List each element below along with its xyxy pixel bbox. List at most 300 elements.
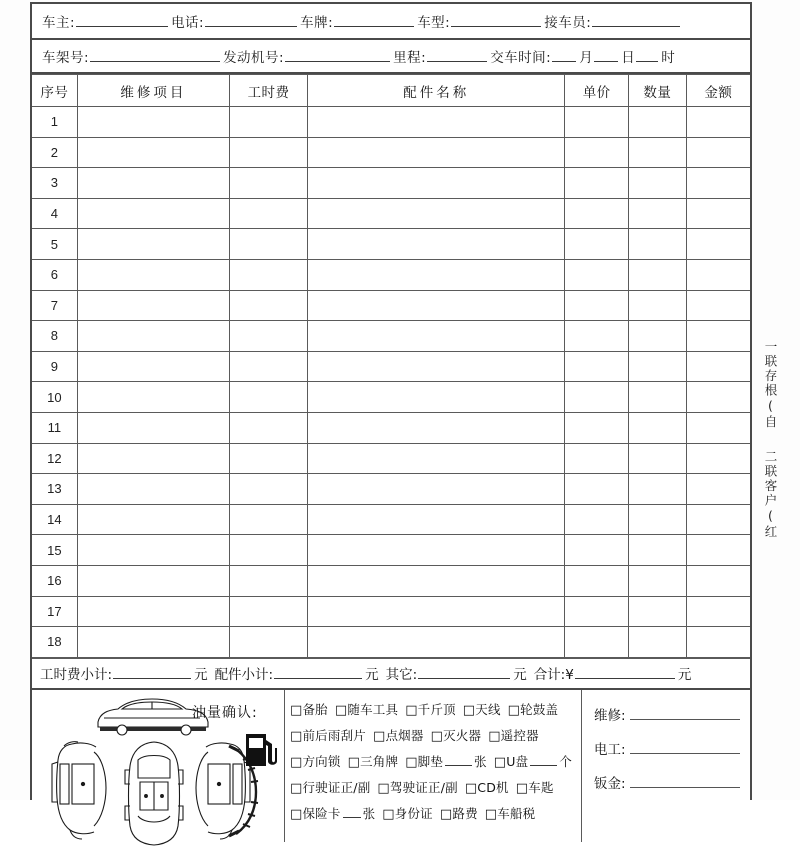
cell-r5-c3[interactable] bbox=[229, 229, 307, 260]
checkbox-icon[interactable]: □ bbox=[405, 702, 418, 718]
cell-r3-c5[interactable] bbox=[565, 168, 629, 199]
checkbox-icon[interactable]: □ bbox=[405, 754, 418, 770]
cell-r17-c4[interactable] bbox=[308, 596, 565, 627]
checklist-inline-input[interactable] bbox=[445, 754, 472, 766]
cell-r14-c3[interactable] bbox=[229, 504, 307, 535]
cell-r8-c4[interactable] bbox=[308, 321, 565, 352]
vehicle-label-4: 月 bbox=[579, 50, 594, 66]
cell-r11-c4[interactable] bbox=[308, 412, 565, 443]
vehicle-inspection-panel bbox=[32, 690, 285, 842]
checklist-row-0 bbox=[290, 697, 581, 723]
cell-r3-c2[interactable] bbox=[77, 168, 229, 199]
checklist-item-label: 张 bbox=[362, 805, 376, 821]
checklist-item-3-2[interactable] bbox=[465, 780, 509, 795]
vehicle-label-6: 时 bbox=[661, 50, 676, 66]
cell-r15-c3[interactable] bbox=[229, 535, 307, 566]
owner-field-1 bbox=[171, 11, 300, 31]
cell-r5-c2[interactable] bbox=[77, 229, 229, 260]
cell-r11-c3[interactable] bbox=[229, 412, 307, 443]
checklist-item-label: 个 bbox=[559, 753, 573, 769]
checklist-item-3-0[interactable] bbox=[290, 780, 370, 795]
cell-r8-c5[interactable] bbox=[565, 321, 629, 352]
checklist-item-label: 保险卡 bbox=[302, 805, 341, 821]
checklist-item-label: 张 bbox=[474, 753, 487, 769]
car-top-view-icon bbox=[125, 742, 183, 845]
total-label-3: 合计:¥ bbox=[533, 667, 574, 684]
cell-r6-c3[interactable] bbox=[229, 259, 307, 290]
checkbox-icon[interactable]: □ bbox=[290, 780, 303, 796]
checklist-item-4-1[interactable] bbox=[382, 806, 433, 821]
cell-r4-c2[interactable] bbox=[77, 198, 229, 229]
vehicle-label-0: 车架号: bbox=[42, 50, 90, 66]
cell-r15-c7[interactable] bbox=[686, 535, 750, 566]
checklist-item-3-3[interactable] bbox=[516, 780, 554, 795]
checklist-inline-input[interactable] bbox=[343, 806, 361, 818]
checklist-item-2-3[interactable] bbox=[494, 754, 572, 769]
vehicle-input-0[interactable] bbox=[90, 49, 220, 62]
table-row bbox=[32, 290, 750, 321]
table-row bbox=[32, 137, 750, 168]
cell-r16-c6[interactable] bbox=[629, 565, 687, 596]
row-number-cell: 5 bbox=[32, 229, 77, 260]
cell-r18-c3[interactable] bbox=[229, 627, 307, 658]
cell-r17-c3[interactable] bbox=[229, 596, 307, 627]
checklist-row-1 bbox=[290, 723, 581, 749]
checklist-item-4-2[interactable] bbox=[440, 806, 478, 821]
side-label-copy-1: 一联存根(自 bbox=[763, 340, 778, 430]
total-input-2[interactable] bbox=[418, 666, 510, 679]
cell-r7-c6[interactable] bbox=[629, 290, 687, 321]
table-row bbox=[32, 259, 750, 290]
owner-input-0[interactable] bbox=[76, 14, 168, 27]
cell-r16-c4[interactable] bbox=[308, 565, 565, 596]
row-number-cell: 18 bbox=[32, 627, 77, 658]
checkbox-icon[interactable]: □ bbox=[377, 780, 390, 796]
table-row bbox=[32, 412, 750, 443]
checklist-item-label: 前后雨刮片 bbox=[302, 727, 366, 743]
checklist-item-label: 三角牌 bbox=[360, 753, 399, 769]
table-row bbox=[32, 382, 750, 413]
vehicle-field-6 bbox=[661, 46, 675, 66]
total-unit-1: 元 bbox=[365, 667, 379, 684]
checklist-item-1-3[interactable] bbox=[488, 728, 539, 743]
checkbox-icon[interactable]: □ bbox=[290, 728, 303, 744]
checkbox-icon[interactable]: □ bbox=[290, 702, 303, 718]
cell-r10-c7[interactable] bbox=[686, 382, 750, 413]
cell-r16-c3[interactable] bbox=[229, 565, 307, 596]
column-header-4: 单价 bbox=[565, 75, 629, 107]
checklist-item-1-0[interactable] bbox=[290, 728, 366, 743]
cell-r1-c2[interactable] bbox=[77, 107, 229, 138]
table-row bbox=[32, 351, 750, 382]
checklist-row-4 bbox=[290, 801, 581, 827]
checklist-item-4-0[interactable] bbox=[290, 806, 375, 821]
cell-r13-c7[interactable] bbox=[686, 474, 750, 505]
checklist-row-2 bbox=[290, 749, 581, 775]
cell-r10-c3[interactable] bbox=[229, 382, 307, 413]
cell-r9-c7[interactable] bbox=[686, 351, 750, 382]
vehicle-input-2[interactable] bbox=[427, 49, 487, 62]
cell-r13-c5[interactable] bbox=[565, 474, 629, 505]
table-row bbox=[32, 565, 750, 596]
signature-label-0: 维修: bbox=[594, 707, 626, 724]
vehicle-input-3[interactable] bbox=[552, 49, 576, 62]
owner-label-2: 车牌: bbox=[300, 15, 334, 31]
cell-r4-c3[interactable] bbox=[229, 198, 307, 229]
table-row bbox=[32, 504, 750, 535]
checklist-item-label: 随车工具 bbox=[347, 701, 399, 717]
vehicle-label-2: 里程: bbox=[393, 50, 427, 66]
column-header-1: 维修项目 bbox=[77, 75, 229, 107]
owner-label-4: 接车员: bbox=[544, 15, 592, 31]
cell-r10-c2[interactable] bbox=[77, 382, 229, 413]
total-label-1: 配件小计: bbox=[214, 667, 274, 684]
cell-r12-c4[interactable] bbox=[308, 443, 565, 474]
header-row-owner bbox=[32, 4, 750, 40]
checkbox-icon[interactable]: □ bbox=[507, 702, 521, 718]
total-field-3 bbox=[534, 663, 699, 683]
total-field-0 bbox=[40, 663, 215, 683]
cell-r3-c6[interactable] bbox=[629, 168, 687, 199]
checkbox-icon[interactable]: □ bbox=[347, 754, 361, 770]
cell-r16-c2[interactable] bbox=[77, 565, 229, 596]
owner-field-2 bbox=[300, 11, 417, 31]
checklist-item-4-3[interactable] bbox=[485, 806, 536, 821]
checklist-item-label: 天线 bbox=[475, 701, 501, 717]
checklist-item-0-3[interactable] bbox=[463, 702, 501, 717]
cell-r17-c2[interactable] bbox=[77, 596, 229, 627]
row-number-cell: 17 bbox=[32, 596, 77, 627]
checkbox-icon[interactable]: □ bbox=[430, 728, 444, 744]
checklist-item-label: U盘 bbox=[506, 753, 529, 769]
fuel-pump-icon bbox=[246, 734, 277, 766]
owner-input-2[interactable] bbox=[334, 14, 414, 27]
table-row bbox=[32, 443, 750, 474]
cell-r5-c4[interactable] bbox=[308, 229, 565, 260]
cell-r3-c3[interactable] bbox=[229, 168, 307, 199]
total-input-0[interactable] bbox=[113, 666, 191, 679]
cell-r15-c6[interactable] bbox=[629, 535, 687, 566]
table-row bbox=[32, 229, 750, 260]
cell-r11-c5[interactable] bbox=[565, 412, 629, 443]
signature-input-0[interactable] bbox=[630, 707, 740, 720]
row-number-cell: 3 bbox=[32, 168, 77, 199]
signature-row-2 bbox=[594, 772, 750, 806]
cell-r11-c7[interactable] bbox=[686, 412, 750, 443]
checkbox-icon[interactable]: □ bbox=[290, 754, 303, 770]
cell-r1-c4[interactable] bbox=[308, 107, 565, 138]
cell-r12-c2[interactable] bbox=[77, 443, 229, 474]
cell-r18-c5[interactable] bbox=[565, 627, 629, 658]
signature-input-2[interactable] bbox=[630, 775, 740, 788]
row-number-cell: 8 bbox=[32, 321, 77, 352]
total-unit-2: 元 bbox=[513, 667, 527, 684]
checklist-item-label: 车船税 bbox=[497, 805, 536, 821]
checklist-item-1-2[interactable] bbox=[431, 728, 482, 743]
row-number-cell: 6 bbox=[32, 259, 77, 290]
checkbox-icon[interactable]: □ bbox=[439, 806, 453, 822]
cell-r14-c4[interactable] bbox=[308, 504, 565, 535]
column-header-5: 数量 bbox=[629, 75, 687, 107]
cell-r4-c4[interactable] bbox=[308, 198, 565, 229]
checkbox-icon[interactable]: □ bbox=[373, 728, 386, 744]
checklist-item-label: 备胎 bbox=[302, 701, 328, 717]
total-unit-3: 元 bbox=[677, 667, 692, 684]
row-number-cell: 14 bbox=[32, 504, 77, 535]
table-row bbox=[32, 596, 750, 627]
column-header-3: 配件名称 bbox=[308, 75, 565, 107]
vehicle-label-5: 日 bbox=[621, 50, 636, 66]
total-input-3[interactable] bbox=[575, 666, 675, 679]
owner-label-1: 电话: bbox=[171, 15, 205, 31]
total-label-0: 工时费小计: bbox=[40, 667, 113, 684]
row-number-cell: 4 bbox=[32, 198, 77, 229]
checklist-item-label: 行驶证正/副 bbox=[302, 779, 371, 795]
checklist-item-label: 身份证 bbox=[394, 805, 433, 821]
checkbox-icon[interactable]: □ bbox=[382, 806, 395, 822]
vehicle-field-1 bbox=[223, 46, 393, 66]
cell-r4-c7[interactable] bbox=[686, 198, 750, 229]
cell-r6-c5[interactable] bbox=[565, 259, 629, 290]
cell-r10-c5[interactable] bbox=[565, 382, 629, 413]
cell-r16-c5[interactable] bbox=[565, 565, 629, 596]
row-number-cell: 10 bbox=[32, 382, 77, 413]
cell-r4-c6[interactable] bbox=[629, 198, 687, 229]
checkbox-icon[interactable]: □ bbox=[290, 806, 303, 822]
cell-r1-c5[interactable] bbox=[565, 107, 629, 138]
owner-field-0 bbox=[42, 11, 171, 31]
side-label-copy-2: 二联客户(红 bbox=[763, 450, 778, 540]
cell-r7-c2[interactable] bbox=[77, 290, 229, 321]
cell-r2-c6[interactable] bbox=[629, 137, 687, 168]
cell-r9-c6[interactable] bbox=[629, 351, 687, 382]
checklist-item-label: 驾驶证正/副 bbox=[389, 779, 458, 795]
totals-row bbox=[32, 658, 750, 690]
cell-r1-c7[interactable] bbox=[686, 107, 750, 138]
checklist-item-label: 方向锁 bbox=[302, 753, 341, 769]
vehicle-field-5 bbox=[621, 46, 661, 66]
checkbox-icon[interactable]: □ bbox=[334, 702, 348, 718]
row-number-cell: 7 bbox=[32, 290, 77, 321]
cell-r17-c6[interactable] bbox=[629, 596, 687, 627]
checklist-item-label: 千斤顶 bbox=[417, 701, 456, 717]
table-body bbox=[32, 107, 750, 658]
cell-r1-c6[interactable] bbox=[629, 107, 687, 138]
signature-panel bbox=[582, 690, 750, 842]
checklist-inline-input[interactable] bbox=[530, 754, 557, 766]
vehicle-input-5[interactable] bbox=[636, 49, 658, 62]
signature-label-2: 钣金: bbox=[594, 775, 626, 792]
owner-input-1[interactable] bbox=[205, 14, 297, 27]
cell-r10-c4[interactable] bbox=[308, 382, 565, 413]
cell-r7-c3[interactable] bbox=[229, 290, 307, 321]
checkbox-icon[interactable]: □ bbox=[464, 780, 478, 796]
checklist-item-2-2[interactable] bbox=[405, 754, 487, 769]
checkbox-icon[interactable]: □ bbox=[488, 728, 501, 744]
cell-r12-c3[interactable] bbox=[229, 443, 307, 474]
row-number-cell: 1 bbox=[32, 107, 77, 138]
cell-r5-c7[interactable] bbox=[686, 229, 750, 260]
checkbox-icon[interactable]: □ bbox=[484, 806, 498, 822]
cell-r7-c7[interactable] bbox=[686, 290, 750, 321]
owner-label-3: 车型: bbox=[417, 15, 451, 31]
cell-r18-c4[interactable] bbox=[308, 627, 565, 658]
checklist-item-label: 遥控器 bbox=[500, 727, 539, 743]
total-field-1 bbox=[215, 663, 386, 683]
cell-r14-c2[interactable] bbox=[77, 504, 229, 535]
total-unit-0: 元 bbox=[194, 667, 208, 684]
repair-items-table bbox=[32, 74, 750, 658]
table-row bbox=[32, 107, 750, 138]
cell-r18-c2[interactable] bbox=[77, 627, 229, 658]
checklist-item-label: 脚垫 bbox=[417, 753, 444, 769]
checkbox-icon[interactable]: □ bbox=[462, 702, 476, 718]
cell-r16-c7[interactable] bbox=[686, 565, 750, 596]
fuel-check-label: 油量确认: bbox=[192, 704, 258, 721]
repair-order-form bbox=[30, 2, 752, 822]
checklist-item-0-0[interactable] bbox=[290, 702, 328, 717]
column-header-2: 工时费 bbox=[229, 75, 307, 107]
owner-input-3[interactable] bbox=[451, 14, 541, 27]
cell-r4-c5[interactable] bbox=[565, 198, 629, 229]
total-field-2 bbox=[386, 663, 534, 683]
cell-r3-c4[interactable] bbox=[308, 168, 565, 199]
vehicle-field-4 bbox=[579, 46, 621, 66]
checklist-item-label: 车匙 bbox=[528, 779, 554, 795]
cell-r8-c6[interactable] bbox=[629, 321, 687, 352]
checklist-item-2-0[interactable] bbox=[290, 754, 341, 769]
cell-r14-c6[interactable] bbox=[629, 504, 687, 535]
cell-r3-c7[interactable] bbox=[686, 168, 750, 199]
cell-r9-c2[interactable] bbox=[77, 351, 229, 382]
cell-r14-c7[interactable] bbox=[686, 504, 750, 535]
row-number-cell: 16 bbox=[32, 565, 77, 596]
checklist-item-1-1[interactable] bbox=[373, 728, 424, 743]
checklist-row-3 bbox=[290, 775, 581, 801]
cell-r2-c2[interactable] bbox=[77, 137, 229, 168]
checklist-item-label: 轮鼓盖 bbox=[520, 701, 559, 717]
cell-r9-c4[interactable] bbox=[308, 351, 565, 382]
cell-r10-c6[interactable] bbox=[629, 382, 687, 413]
vehicle-input-1[interactable] bbox=[285, 49, 390, 62]
row-number-cell: 2 bbox=[32, 137, 77, 168]
cell-r12-c5[interactable] bbox=[565, 443, 629, 474]
total-input-1[interactable] bbox=[274, 666, 362, 679]
cell-r1-c3[interactable] bbox=[229, 107, 307, 138]
vehicle-field-0 bbox=[42, 46, 223, 66]
column-header-6: 金额 bbox=[686, 75, 750, 107]
cell-r15-c5[interactable] bbox=[565, 535, 629, 566]
cell-r2-c4[interactable] bbox=[308, 137, 565, 168]
cell-r11-c6[interactable] bbox=[629, 412, 687, 443]
bottom-section bbox=[32, 690, 750, 842]
vehicle-field-3 bbox=[490, 46, 579, 66]
cell-r9-c5[interactable] bbox=[565, 351, 629, 382]
checklist-item-label: 路费 bbox=[452, 805, 478, 821]
checklist-item-2-1[interactable] bbox=[348, 754, 399, 769]
cell-r7-c4[interactable] bbox=[308, 290, 565, 321]
signature-row-0 bbox=[594, 704, 750, 738]
cell-r17-c5[interactable] bbox=[565, 596, 629, 627]
table-row bbox=[32, 627, 750, 658]
cell-r14-c5[interactable] bbox=[565, 504, 629, 535]
cell-r6-c4[interactable] bbox=[308, 259, 565, 290]
cell-r13-c3[interactable] bbox=[229, 474, 307, 505]
cell-r8-c7[interactable] bbox=[686, 321, 750, 352]
table-row bbox=[32, 321, 750, 352]
cell-r11-c2[interactable] bbox=[77, 412, 229, 443]
cell-r12-c6[interactable] bbox=[629, 443, 687, 474]
row-number-cell: 11 bbox=[32, 412, 77, 443]
vehicle-label-3: 交车时间: bbox=[490, 50, 552, 66]
signature-label-1: 电工: bbox=[594, 741, 626, 758]
table-row bbox=[32, 535, 750, 566]
signature-input-1[interactable] bbox=[630, 741, 740, 754]
cell-r15-c2[interactable] bbox=[77, 535, 229, 566]
cell-r18-c6[interactable] bbox=[629, 627, 687, 658]
owner-field-3 bbox=[417, 11, 544, 31]
checkbox-icon[interactable]: □ bbox=[515, 780, 529, 796]
total-label-2: 其它: bbox=[385, 667, 418, 684]
cell-r13-c2[interactable] bbox=[77, 474, 229, 505]
cell-r18-c7[interactable] bbox=[686, 627, 750, 658]
row-number-cell: 13 bbox=[32, 474, 77, 505]
header-row-vehicle bbox=[32, 40, 750, 74]
owner-field-4 bbox=[544, 11, 683, 31]
cell-r2-c5[interactable] bbox=[565, 137, 629, 168]
cell-r5-c5[interactable] bbox=[565, 229, 629, 260]
cell-r8-c2[interactable] bbox=[77, 321, 229, 352]
cell-r13-c4[interactable] bbox=[308, 474, 565, 505]
table-row bbox=[32, 168, 750, 199]
row-number-cell: 12 bbox=[32, 443, 77, 474]
cell-r12-c7[interactable] bbox=[686, 443, 750, 474]
cell-r6-c6[interactable] bbox=[629, 259, 687, 290]
checklist-item-3-1[interactable] bbox=[377, 780, 457, 795]
cell-r8-c3[interactable] bbox=[229, 321, 307, 352]
owner-input-4[interactable] bbox=[592, 14, 680, 27]
row-number-cell: 15 bbox=[32, 535, 77, 566]
accessories-checklist-panel bbox=[285, 690, 582, 842]
cell-r7-c5[interactable] bbox=[565, 290, 629, 321]
cell-r5-c6[interactable] bbox=[629, 229, 687, 260]
car-rear-view-icon bbox=[196, 743, 250, 839]
vehicle-label-1: 发动机号: bbox=[223, 50, 285, 66]
car-front-view-icon bbox=[52, 741, 106, 838]
checklist-item-0-4[interactable] bbox=[508, 702, 559, 717]
table-row bbox=[32, 474, 750, 505]
cell-r2-c3[interactable] bbox=[229, 137, 307, 168]
checklist-item-0-2[interactable] bbox=[405, 702, 456, 717]
checkbox-icon[interactable]: □ bbox=[493, 754, 507, 770]
cell-r17-c7[interactable] bbox=[686, 596, 750, 627]
row-number-cell: 9 bbox=[32, 351, 77, 382]
cell-r6-c2[interactable] bbox=[77, 259, 229, 290]
vehicle-field-2 bbox=[393, 46, 490, 66]
cell-r2-c7[interactable] bbox=[686, 137, 750, 168]
owner-label-0: 车主: bbox=[42, 15, 76, 31]
signature-row-1 bbox=[594, 738, 750, 772]
column-header-0: 序号 bbox=[32, 75, 77, 107]
cell-r13-c6[interactable] bbox=[629, 474, 687, 505]
cell-r6-c7[interactable] bbox=[686, 259, 750, 290]
cell-r9-c3[interactable] bbox=[229, 351, 307, 382]
cell-r15-c4[interactable] bbox=[308, 535, 565, 566]
vehicle-input-4[interactable] bbox=[594, 49, 618, 62]
checklist-item-0-1[interactable] bbox=[335, 702, 398, 717]
checklist-item-label: CD机 bbox=[477, 779, 509, 795]
checklist-item-label: 灭火器 bbox=[443, 727, 482, 743]
